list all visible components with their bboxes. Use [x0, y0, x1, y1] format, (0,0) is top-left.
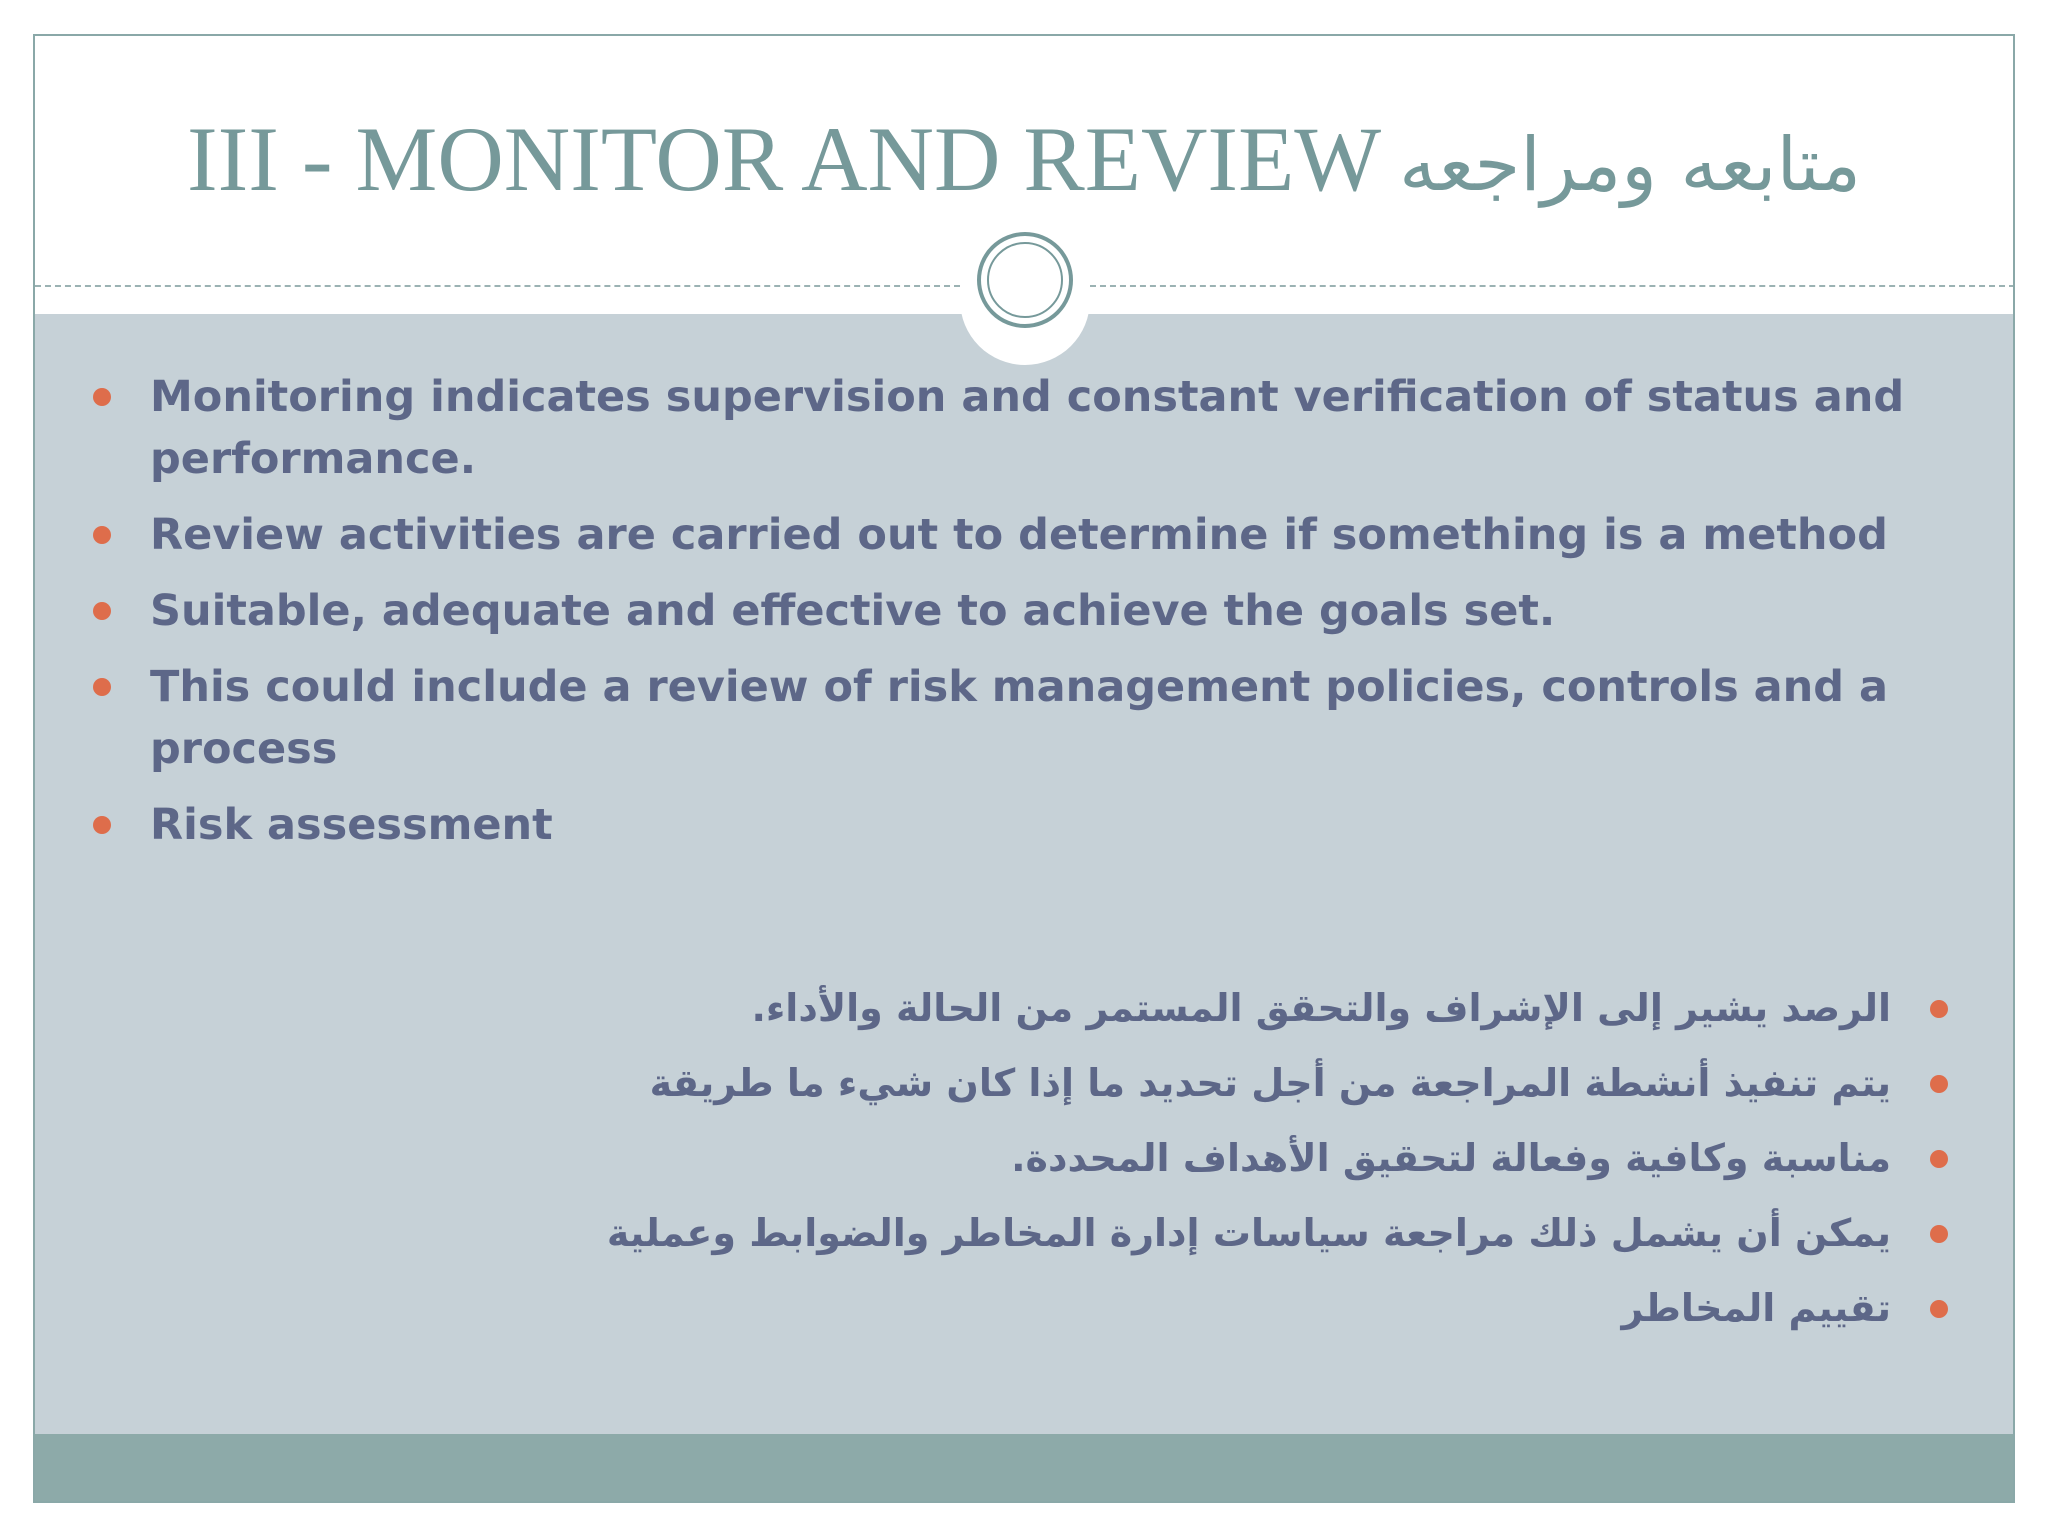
bullet-icon — [1930, 1150, 1948, 1168]
bullet-text: This could include a review of risk management policies, controls and a process — [150, 662, 1889, 774]
bullet-text: الرصد يشير إلى الإشراف والتحقق المستمر من الحالة والأداء. — [751, 986, 1891, 1030]
list-item — [150, 366, 1910, 490]
list-item — [491, 1196, 1891, 1271]
list-item — [150, 794, 1910, 856]
arabic-bullet-list — [491, 971, 1891, 1346]
bullet-text: يتم تنفيذ أنشطة المراجعة من أجل تحديد ما إذا كان شيء ما طريقة — [649, 1061, 1891, 1105]
bullet-text: Risk assessment — [150, 800, 553, 850]
bullet-text: تقييم المخاطر — [1621, 1286, 1891, 1330]
list-item — [491, 1121, 1891, 1196]
list-item — [150, 580, 1910, 642]
bullet-icon — [93, 816, 111, 834]
bullet-text: يمكن أن يشمل ذلك مراجعة سياسات إدارة المخاطر والضوابط وعملية — [606, 1211, 1891, 1255]
list-item — [491, 971, 1891, 1046]
bullet-icon — [1930, 1225, 1948, 1243]
slide-title — [35, 106, 2013, 212]
bullet-icon — [1930, 1000, 1948, 1018]
bullet-icon — [1930, 1075, 1948, 1093]
bullet-text: Suitable, adequate and effective to achieve the goals set. — [150, 586, 1556, 636]
bullet-text: Monitoring indicates supervision and constant verification of status and performance. — [150, 372, 1905, 484]
bullet-icon — [93, 678, 111, 696]
english-bullet-list — [150, 366, 1910, 870]
bullet-icon — [1930, 1300, 1948, 1318]
circle-ornament-inner-icon — [987, 242, 1063, 318]
bullet-icon — [93, 526, 111, 544]
divider-left — [35, 285, 960, 287]
bullet-icon — [93, 602, 111, 620]
title-arabic: متابعه ومراجعه — [1399, 122, 1861, 208]
list-item — [491, 1271, 1891, 1346]
footer-bar — [35, 1434, 2013, 1503]
list-item — [150, 656, 1910, 780]
divider-right — [1090, 285, 2015, 287]
title-english: III - MONITOR AND REVIEW — [186, 108, 1382, 210]
list-item — [491, 1046, 1891, 1121]
bullet-text: Review activities are carried out to determine if something is a method — [150, 510, 1888, 560]
slide — [33, 34, 2015, 1503]
list-item — [150, 504, 1910, 566]
bullet-icon — [93, 388, 111, 406]
bullet-text: مناسبة وكافية وفعالة لتحقيق الأهداف المحددة. — [1011, 1136, 1891, 1180]
